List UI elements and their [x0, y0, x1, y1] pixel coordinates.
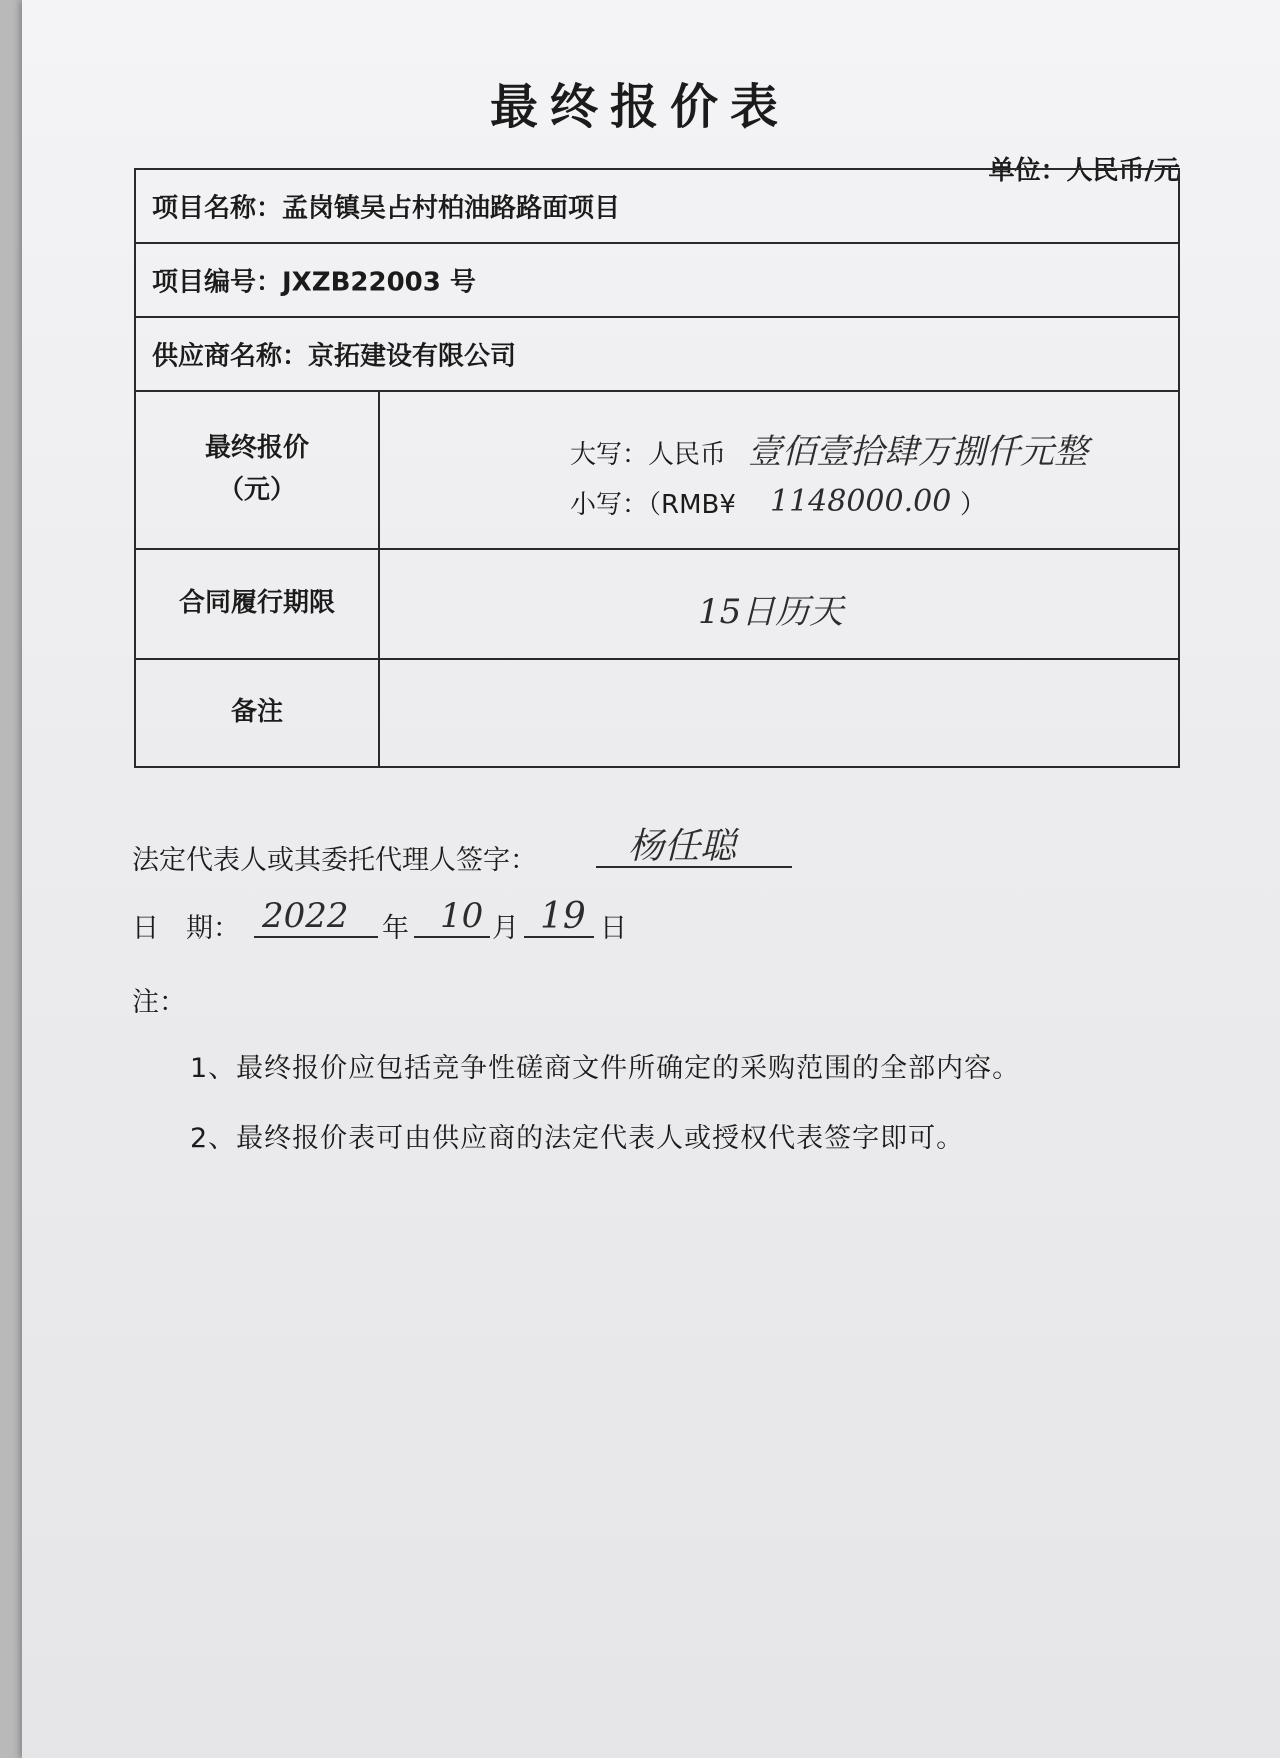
currency-unit: 单位：人民币/元: [988, 156, 1180, 186]
day-underline: [524, 936, 594, 938]
lowercase-label: 小写：（RMB¥: [570, 490, 736, 520]
year-unit: 年: [382, 913, 409, 944]
uppercase-amount: 壹佰壹拾肆万捌仟元整: [748, 432, 1088, 472]
lowercase-close: ）: [960, 490, 987, 520]
project-number: 项目编号：JXZB22003 号: [152, 267, 476, 298]
remarks-row: [136, 660, 1178, 766]
uppercase-amount-line: [570, 432, 1088, 472]
remarks-label: 备注: [136, 660, 380, 766]
note-item-1: 1、最终报价应包括竞争性磋商文件所确定的采购范围的全部内容。: [190, 1053, 1021, 1084]
contract-period-row: [136, 550, 1178, 660]
final-price-row: [136, 392, 1178, 550]
lowercase-amount-line: [570, 484, 987, 521]
supplier-name: 供应商名称：京拓建设有限公司: [152, 341, 517, 372]
date-year: 2022: [262, 896, 349, 936]
document-title: 最终报价表: [489, 79, 790, 135]
date-month: 10: [440, 896, 484, 936]
signature-underline: [596, 866, 792, 868]
final-price-value-cell: [380, 392, 1178, 548]
note-item-2: 2、最终报价表可由供应商的法定代表人或授权代表签字即可。: [190, 1123, 965, 1154]
year-underline: [254, 936, 378, 938]
supplier-row: [136, 318, 1178, 392]
project-name-row: [136, 170, 1178, 244]
contract-period-label: 合同履行期限: [136, 550, 380, 658]
date-day: 19: [540, 896, 586, 937]
contract-period-cell: [380, 550, 1178, 658]
notes-label: 注：: [132, 987, 186, 1018]
date-line: [132, 906, 240, 945]
signature-line: [132, 838, 537, 877]
uppercase-label: 大写：人民币: [570, 440, 727, 470]
project-number-row: [136, 244, 1178, 318]
final-price-label: [136, 392, 380, 548]
lowercase-amount: 1148000.00: [770, 484, 952, 519]
signature: 杨任聪: [628, 826, 737, 867]
final-price-label-line1: 最终报价: [204, 433, 309, 464]
final-price-label-line2: （元）: [217, 475, 296, 505]
month-underline: [414, 936, 490, 938]
date-label: 日 期：: [132, 913, 240, 944]
quote-table: [134, 168, 1180, 768]
project-name: 项目名称：孟岗镇吴占村柏油路路面项目: [152, 193, 621, 224]
day-unit: 日: [600, 913, 627, 944]
month-unit: 月: [492, 913, 519, 944]
contract-period-value: 15日历天: [698, 592, 844, 632]
remarks-value: [380, 660, 1178, 766]
signature-label: 法定代表人或其委托代理人签字：: [132, 845, 537, 876]
